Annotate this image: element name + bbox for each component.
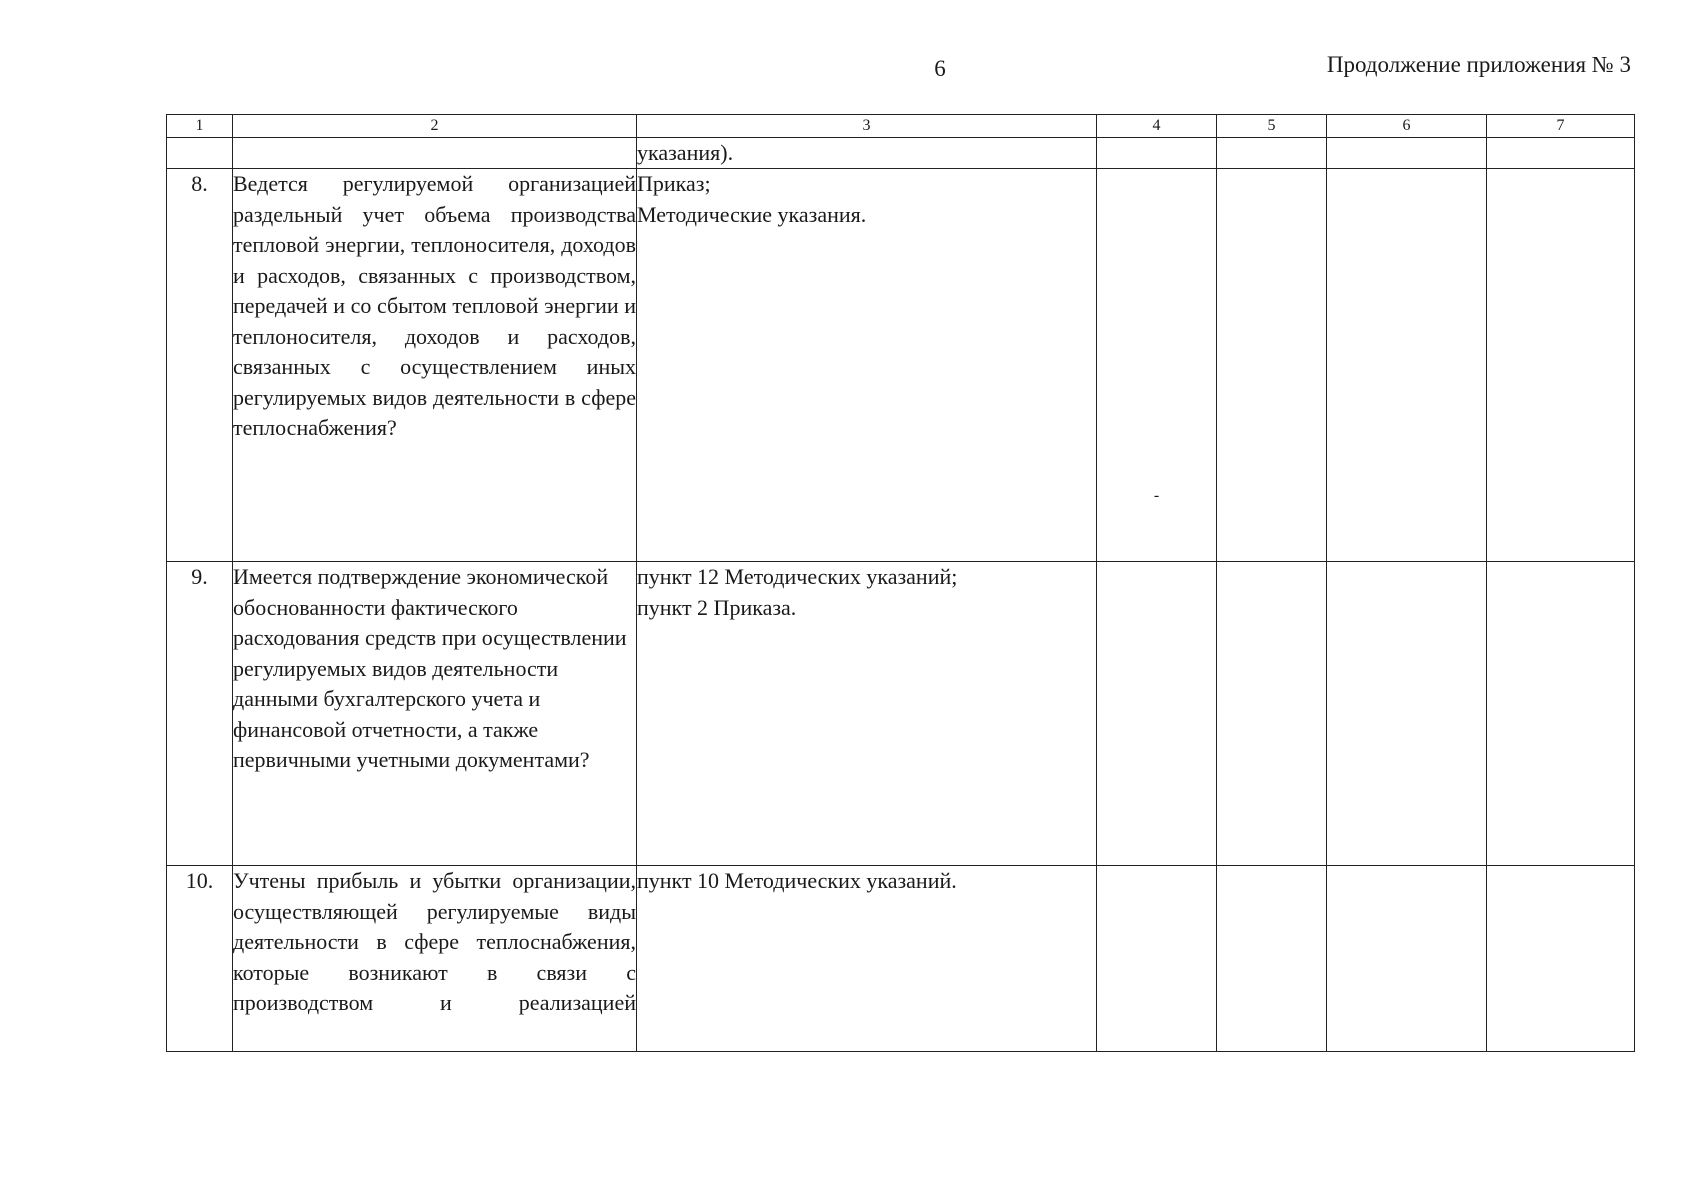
table-cell bbox=[1097, 562, 1217, 866]
question-cell: Имеется подтверждение экономической обоснованности фактического расходования средств при осуществлении регулируемых видов деятельности данными бухгалтерского учета и финансовой отчетности, а также первичными учетными документами? bbox=[233, 562, 637, 866]
basis-line: пункт 12 Методических указаний; bbox=[637, 564, 958, 589]
table-cell bbox=[1217, 138, 1327, 169]
table-cell bbox=[1327, 866, 1487, 1052]
table-row bbox=[167, 169, 1635, 562]
table-cell bbox=[1487, 866, 1635, 1052]
question-cell: Учтены прибыль и убытки организации, осуществляющей регулируемые виды деятельности в сфере теплоснабжения, которые возникают в связи с производством и реализацией bbox=[233, 866, 637, 1052]
basis-line: пункт 10 Методических указаний. bbox=[637, 868, 957, 893]
table-cell bbox=[1097, 169, 1217, 562]
basis-cell bbox=[637, 866, 1097, 1052]
table-cell bbox=[1487, 562, 1635, 866]
column-header-3: 3 bbox=[637, 115, 1097, 138]
basis-line: пункт 2 Приказа. bbox=[637, 594, 797, 620]
row-number: 9. bbox=[167, 562, 233, 866]
table-cell bbox=[1327, 562, 1487, 866]
question-cell: Ведется регулируемой организацией раздельный учет объема производства тепловой энергии, теплоносителя, доходов и расходов, связанных с производством, передачей и со сбытом тепловой энергии и теплоносителя, доходов и расходов, связанных с осуществлением иных регулируемых видов деятельности в сфере теплоснабжения? bbox=[233, 169, 637, 562]
row-number: 8. bbox=[167, 169, 233, 562]
column-header-2: 2 bbox=[233, 115, 637, 138]
table-cell bbox=[1487, 169, 1635, 562]
column-header-6: 6 bbox=[1327, 115, 1487, 138]
table-cell bbox=[233, 138, 637, 169]
basis-cell: указания). bbox=[637, 138, 1097, 169]
table-cell bbox=[1487, 138, 1635, 169]
table-cell bbox=[1217, 562, 1327, 866]
column-header-5: 5 bbox=[1217, 115, 1327, 138]
basis-line: Методические указания. bbox=[637, 201, 867, 227]
checklist-table bbox=[166, 114, 1635, 1052]
table-cell bbox=[1327, 138, 1487, 169]
column-header-4: 4 bbox=[1097, 115, 1217, 138]
page-number: 6 bbox=[934, 56, 946, 81]
table-cell bbox=[1327, 169, 1487, 562]
table-cell bbox=[1217, 866, 1327, 1052]
continuation-row bbox=[167, 138, 1635, 169]
basis-line: Приказ; bbox=[637, 171, 711, 196]
table-row bbox=[167, 866, 1635, 1052]
table-cell bbox=[1097, 866, 1217, 1052]
table-cell bbox=[1097, 138, 1217, 169]
column-header-1: 1 bbox=[167, 115, 233, 138]
row-number: 10. bbox=[167, 866, 233, 1052]
table-cell bbox=[167, 138, 233, 169]
table-cell bbox=[1217, 169, 1327, 562]
basis-cell bbox=[637, 169, 1097, 562]
appendix-continuation-label: Продолжение приложения № 3 bbox=[1326, 52, 1631, 77]
dash-mark: - bbox=[1153, 487, 1160, 504]
column-header-7: 7 bbox=[1487, 115, 1635, 138]
column-number-row bbox=[167, 115, 1635, 138]
basis-cell bbox=[637, 562, 1097, 866]
table-row bbox=[167, 562, 1635, 866]
